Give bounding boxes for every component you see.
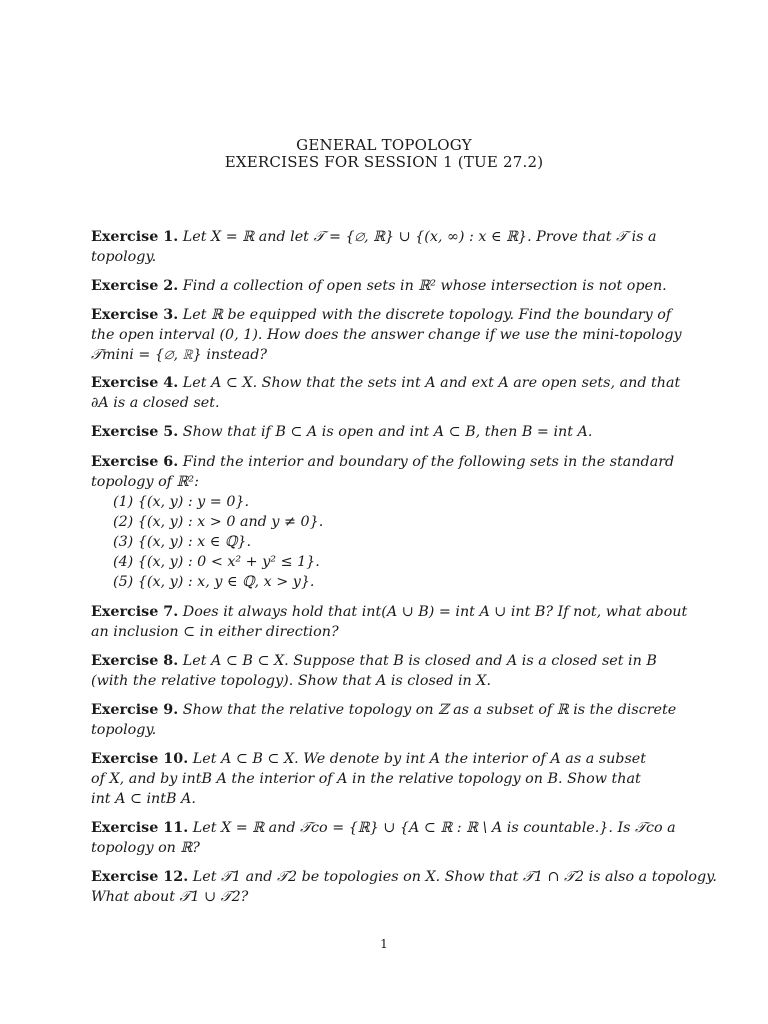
exercise-label: Exercise 10. — [91, 751, 189, 767]
exercise-label: Exercise 3. — [91, 307, 179, 323]
exercise-text: (with the relative topology). Show that A is closed in X. — [91, 673, 492, 689]
list-item: (5) {(x, y) : x, y ∈ ℚ, x > y}. — [113, 574, 315, 590]
exercise-label: Exercise 12. — [91, 869, 189, 885]
exercise-label: Exercise 6. — [91, 454, 179, 470]
exercise-label: Exercise 11. — [91, 820, 189, 836]
exercise-text: topology of ℝ²: — [91, 474, 199, 490]
exercise-text: What about 𝒯1 ∪ 𝒯2? — [91, 889, 249, 905]
exercise-label: Exercise 7. — [91, 604, 179, 620]
exercise-12 — [91, 867, 717, 907]
exercise-2 — [91, 276, 667, 296]
exercise-text: Find the interior and boundary of the following sets in the standard — [182, 454, 675, 470]
exercise-label: Exercise 8. — [91, 653, 179, 669]
exercise-text: Does it always hold that int(A ∪ B) = int A ∪ int B? If not, what about — [182, 604, 688, 620]
exercise-6 — [91, 452, 675, 592]
exercise-10 — [91, 749, 647, 809]
exercise-11 — [91, 818, 676, 858]
exercise-text: Let X = ℝ and let 𝒯 = {∅, ℝ} ∪ {(x, ∞) : x ∈ ℝ}. Prove that 𝒯 is a — [182, 229, 657, 245]
exercise-text: 𝒯mini = {∅, ℝ} instead? — [91, 347, 268, 363]
exercise-6-list — [91, 492, 626, 592]
exercise-text: Let X = ℝ and 𝒯co = {ℝ} ∪ {A ⊂ ℝ : ℝ \ A is countable.}. Is 𝒯co a — [192, 820, 676, 836]
list-item: (1) {(x, y) : y = 0}. — [113, 494, 250, 510]
exercise-text: Let ℝ be equipped with the discrete topology. Find the boundary of — [182, 307, 672, 323]
exercise-text: of X, and by intB A the interior of A in the relative topology on B. Show that — [91, 771, 641, 787]
exercise-9 — [91, 700, 677, 740]
exercise-7 — [91, 602, 688, 642]
exercise-text: Show that the relative topology on ℤ as a subset of ℝ is the discrete — [182, 702, 677, 718]
exercise-text: int A ⊂ intB A. — [91, 791, 196, 807]
list-item: (3) {(x, y) : x ∈ ℚ}. — [113, 534, 252, 550]
exercise-text: topology. — [91, 249, 157, 265]
exercise-label: Exercise 9. — [91, 702, 179, 718]
document-title: GENERAL TOPOLOGY — [296, 136, 472, 154]
page-number: 1 — [380, 937, 388, 951]
list-item: (4) {(x, y) : 0 < x² + y² ≤ 1}. — [113, 554, 320, 570]
exercise-text: Show that if B ⊂ A is open and int A ⊂ B, then B = int A. — [182, 424, 593, 440]
exercise-3 — [91, 305, 682, 365]
exercise-text: Find a collection of open sets in ℝ² whose intersection is not open. — [182, 278, 667, 294]
exercise-text: Let A ⊂ B ⊂ X. Suppose that B is closed and A is a closed set in B — [182, 653, 657, 669]
exercise-text: the open interval (0, 1). How does the answer change if we use the mini-topology — [91, 327, 682, 343]
exercise-8 — [91, 651, 657, 691]
exercise-4 — [91, 373, 681, 413]
exercise-label: Exercise 2. — [91, 278, 179, 294]
exercise-label: Exercise 4. — [91, 375, 179, 391]
exercise-text: topology on ℝ? — [91, 840, 200, 856]
exercise-text: Let A ⊂ X. Show that the sets int A and ext A are open sets, and that — [182, 375, 681, 391]
exercise-label: Exercise 1. — [91, 229, 179, 245]
exercise-5 — [91, 422, 626, 442]
exercise-text: an inclusion ⊂ in either direction? — [91, 624, 339, 640]
document-subtitle: EXERCISES FOR SESSION 1 (TUE 27.2) — [224, 153, 544, 171]
list-item: (2) {(x, y) : x > 0 and y ≠ 0}. — [113, 514, 324, 530]
exercise-text: Let A ⊂ B ⊂ X. We denote by int A the interior of A as a subset — [192, 751, 647, 767]
exercise-text: Let 𝒯1 and 𝒯2 be topologies on X. Show that 𝒯1 ∩ 𝒯2 is also a topology. — [192, 869, 717, 885]
exercise-label: Exercise 5. — [91, 424, 179, 440]
exercise-text: ∂A is a closed set. — [91, 395, 220, 411]
exercise-1 — [91, 227, 657, 267]
exercise-text: topology. — [91, 722, 157, 738]
